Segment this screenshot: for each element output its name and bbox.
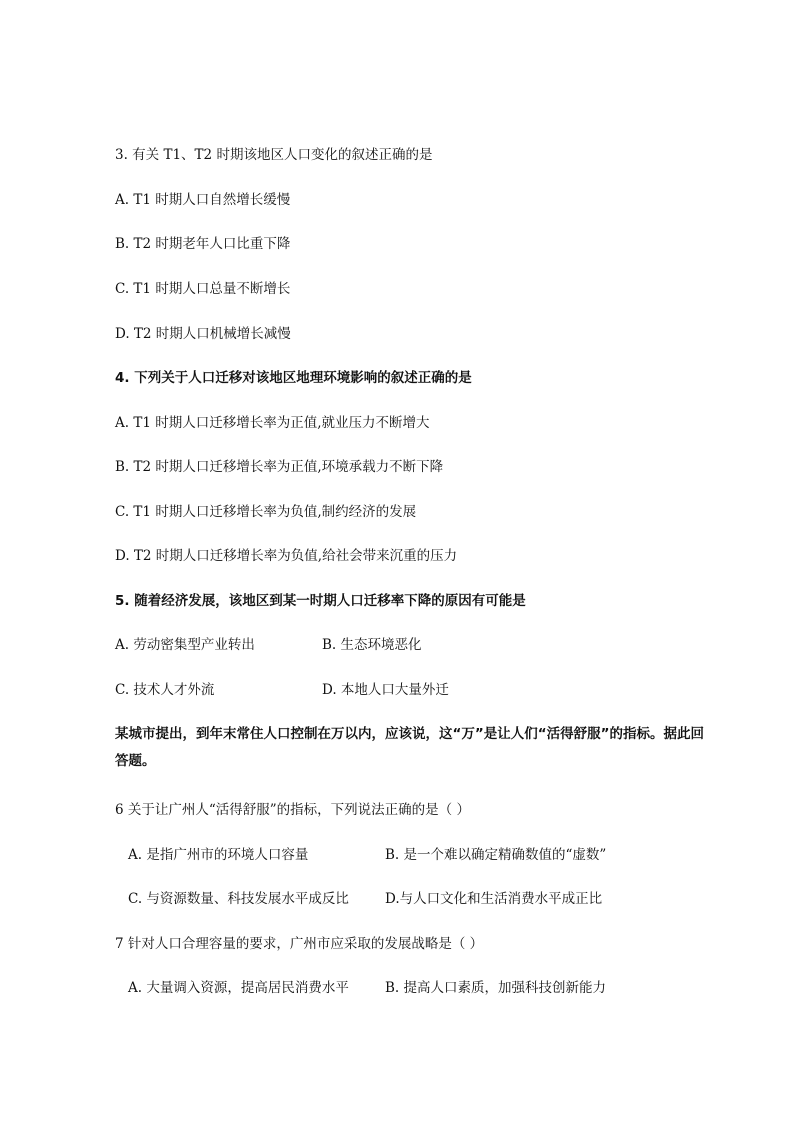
question-6-option-c: C. 与资源数量、科技发展水平成反比 [128,891,349,907]
question-5-option-b: B. 生态环境恶化 [322,637,422,653]
question-6-option-b: B. 是一个难以确定精确数值的“虚数” [385,847,607,863]
question-3-option-b: B. T2 时期老年人口比重下降 [115,236,291,252]
question-5-option-c: C. 技术人才外流 [115,682,215,698]
question-4-option-c: C. T1 时期人口迁移增长率为负值,制约经济的发展 [115,504,417,520]
question-3-option-a: A. T1 时期人口自然增长缓慢 [115,192,291,208]
question-5-stem: 5. 随着经济发展，该地区到某一时期人口迁移率下降的原因有可能是 [115,593,526,609]
question-7-stem: 7 针对人口合理容量的要求，广州市应采取的发展战略是（ ） [115,936,484,952]
question-4-option-a: A. T1 时期人口迁移增长率为正值,就业压力不断增大 [115,415,430,431]
question-4-option-d: D. T2 时期人口迁移增长率为负值,给社会带来沉重的压力 [115,548,458,564]
question-3-option-d: D. T2 时期人口机械增长减慢 [115,326,291,342]
question-6-option-a: A. 是指广州市的环境人口容量 [128,847,309,863]
question-4-option-b: B. T2 时期人口迁移增长率为正值,环境承载力不断下降 [115,459,444,475]
reading-passage-intro: 某城市提出，到年末常住人口控制在万以内，应该说，这“万”是让人们“活得舒服”的指标。据此回答题。 [115,726,704,769]
question-3-stem: 3. 有关 T1、T2 时期该地区人口变化的叙述正确的是 [115,147,433,163]
question-4-stem: 4. 下列关于人口迁移对该地区地理环境影响的叙述正确的是 [115,370,472,386]
question-6-option-d: D.与人口文化和生活消费水平成正比 [385,891,603,907]
question-7-option-b: B. 提高人口素质，加强科技创新能力 [385,980,607,996]
question-5-option-a: A. 劳动密集型产业转出 [115,637,255,653]
question-6-stem: 6 关于让广州人“活得舒服”的指标，下列说法正确的是（ ） [115,802,470,818]
question-3-option-c: C. T1 时期人口总量不断增长 [115,281,291,297]
question-5-option-d: D. 本地人口大量外迁 [322,682,449,698]
question-7-option-a: A. 大量调入资源，提高居民消费水平 [128,980,349,996]
